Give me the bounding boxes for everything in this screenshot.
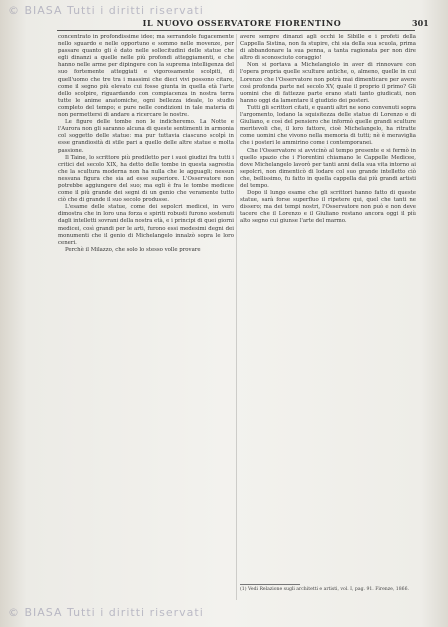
paragraph: Non si portava a Michelangiolo in aver di rinnovare con l'opera propria quelle sculture antiche, o, almeno, quelle in cui Lorenzo che l'Osservatore non potrà mai dimenticare per avere così profonda parte nel secolo XV, quale il proprio il primo? Gli uomini che di fattezze parte erano stati tanto giudicati, non hanno oggi da lamentare il giudizio dei posteri. [240,62,416,104]
watermark-top: © BIASA Tutti i diritti riservati [8,4,204,17]
page-number: 301 [412,18,429,28]
paragraph: Il Taine, lo scrittore più prediletto per i suoi giudizi fra tutti i critici del secolo XIX, ha detto delle tombe in questa sagrestia che la scultura moderna non ha nulla che le agguagli; nessun nessuna figura che sia ad esse superiore. L'Osservatore non potrebbe aggiungere del suo; ma egli è fra le tombe medicee come il più grande dei segni di un genio che veramente tutto ciò che di grande il suo secolo produsse. [58,154,234,204]
footnote: (1) Vedi Relazione sugli architetti e artisti, vol. I, pag. 91. Firenze, 1866. [240,587,409,592]
paragraph: Dopo il lungo esame che gli scrittori hanno fatto di queste statue, sarà forse superfluo il ripetere qui, quel che tanti ne dissero; ma dei tempi nostri, l'Osservatore non può e non deve tacere che il Lorenzo e il Giuliano restano ancora oggi il più alto segno cui giunse l'arte del marmo. [240,190,416,225]
paragraph: Perchè il Milazzo, che solo lo stesso volle provare [65,246,201,253]
paragraph: Tutti gli scrittori citati, e quanti altri ne sono convenuti sopra l'argomento, lodano la squisitezza delle statue di Lorenzo e di Giuliano, e così del pensiero che informò quelle grandi sculture meritevoli che, il loro fattore, cioè Michelangelo, ha ritratte come uomini che vivono nella memoria di tutti; nè è meraviglia che i posteri le ammirino come i contemporanei. [240,104,416,147]
running-title: IL NUOVO OSSERVATORE FIORENTINO [142,18,342,28]
paragraph: concentrato in profondissime idee; ma serrandole fugacemente nello sguardo e nelle opportuno e sommo nelle movenze, per passare quanto gli è dato nelle sollecitudini delle statue che egli dinanzi a quelle nelle più profondi atteggiamenti, e che hanno nelle arme per dipingere con la suprema intelligenza del suo fortemente atteggiati e vigorosamente scolpiti, di quell'uomo che tre tra i massimi che dieci vivi possono citare, come il segno più elevato cui fosse giunta in quella età l'arte dello scolpire, riguardando con compiacenza in nostra terra tutte le anime anatomiche, ogni bellezza ideale, lo studio completo del tempo; e pure nelle condizioni in tale materia di non permettersi di andare a ricercare le nostre. [58,34,234,119]
paragraph: L'esame delle statue, come dei sepolcri medicei, in vero dimostra che in loro una forza e spiriti robusti furono sostenuti dagli intelletti sovrani della nostra età, e i principi di quei giorni medicei, così grandi per le arti, furono essi medesimi degni dei monumenti che il genio di Michelangelo innalzò sopra le loro ceneri. [58,204,234,246]
header-rule [57,30,415,31]
paragraph: Che l'Osservatore si avvicinò al tempo presente e si fermò in quello spazio che i Fiorentini chiamano le Cappelle Medicee, dove Michelangelo lavorò per tanti anni della sua vita intorno ai sepolcri, non dimenticò di lodare col suo grande intelletto ciò che, bellissimo, fu fatto in quella cappella dai più grandi artisti del tempo. [240,147,416,189]
paragraph: avere sempre dinanzi agli occhi le Sibille e i profeti della Cappella Sistina, non fa stupire, chi sia della sua scuola, prima di abbandonare la sua penna, a tanta ragionata per non dire altro di sconosciuto coraggio! [240,34,416,62]
right-column [240,34,416,582]
column-divider [236,34,237,600]
watermark-bottom: © BIASA Tutti i diritti riservati [8,606,204,619]
footnote-rule [240,584,300,585]
left-column [58,34,234,600]
paragraph: Le figure delle tombe non le indicheremo. La Notte e l'Aurora non gli saranno alcuna di queste sentimenti in armonia col soggetto delle statue: ma pur tuttavia ciascuno scolpì in esse grandiosità di stile pari a quello delle altre statue e molta passione. [58,119,234,154]
